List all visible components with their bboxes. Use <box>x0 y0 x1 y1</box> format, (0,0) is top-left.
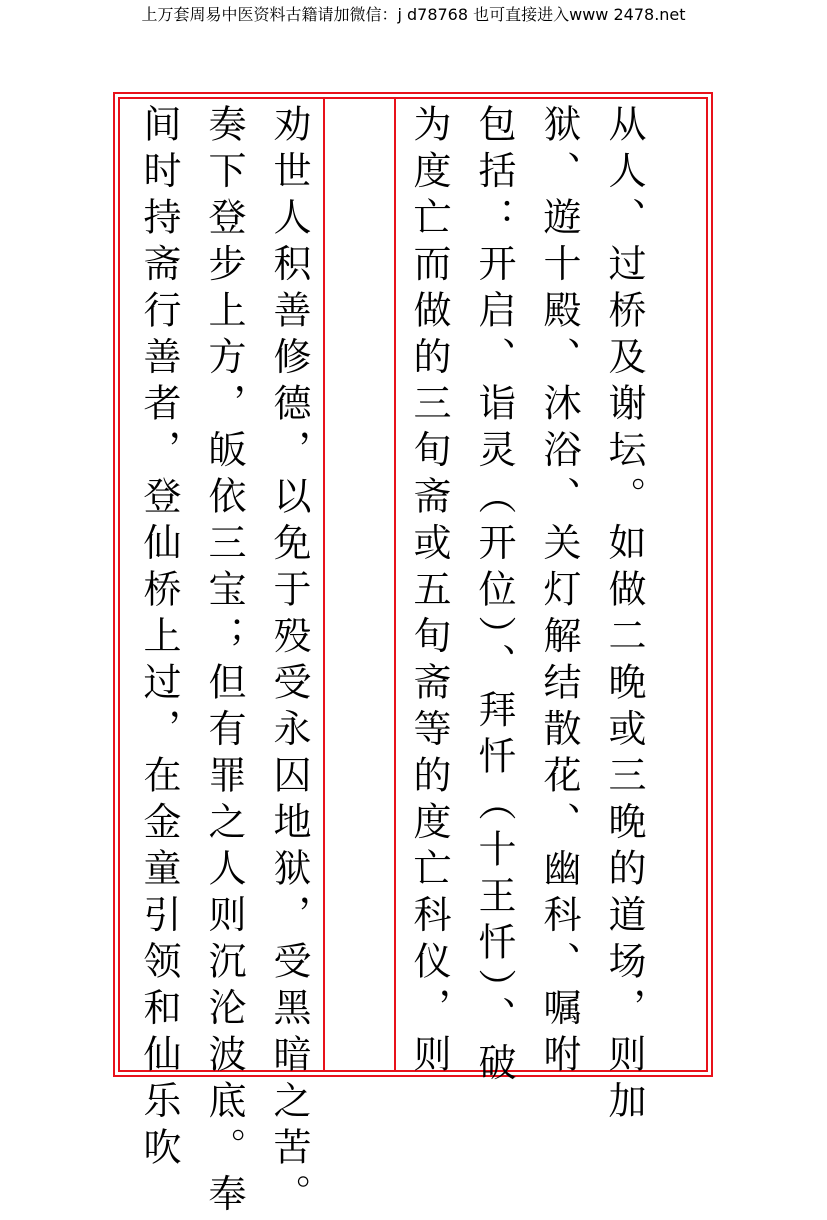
column-divider-left <box>323 99 325 1070</box>
column-divider-right <box>394 99 396 1070</box>
text-column-1: 从人、过桥及谢坛。如做二晚或三晚的道场，则加 <box>602 104 646 1127</box>
text-column-2: 狱、遊十殿、沐浴、关灯解结散花、幽科、嘱咐 <box>537 104 581 1081</box>
text-column-6: 奏下登步上方，皈依三宝；但有罪之人则沉沦波底。奉 <box>202 104 246 1220</box>
text-column-4: 为度亡而做的三旬斋或五旬斋等的度亡科仪，则 <box>407 104 451 1081</box>
text-column-3: 包括：开启、诣灵（开位）、拜忏（十王忏）、破 <box>472 104 516 1089</box>
text-column-7: 间时持斋行善者，登仙桥上过，在金童引领和仙乐吹 <box>137 104 181 1174</box>
text-column-5: 劝世人积善修德，以免于殁受永囚地狱，受黑暗之苦。 <box>267 104 311 1220</box>
header-watermark: 上万套周易中医资料古籍请加微信：j d78768 也可直接进入www 2478.net <box>141 5 686 24</box>
